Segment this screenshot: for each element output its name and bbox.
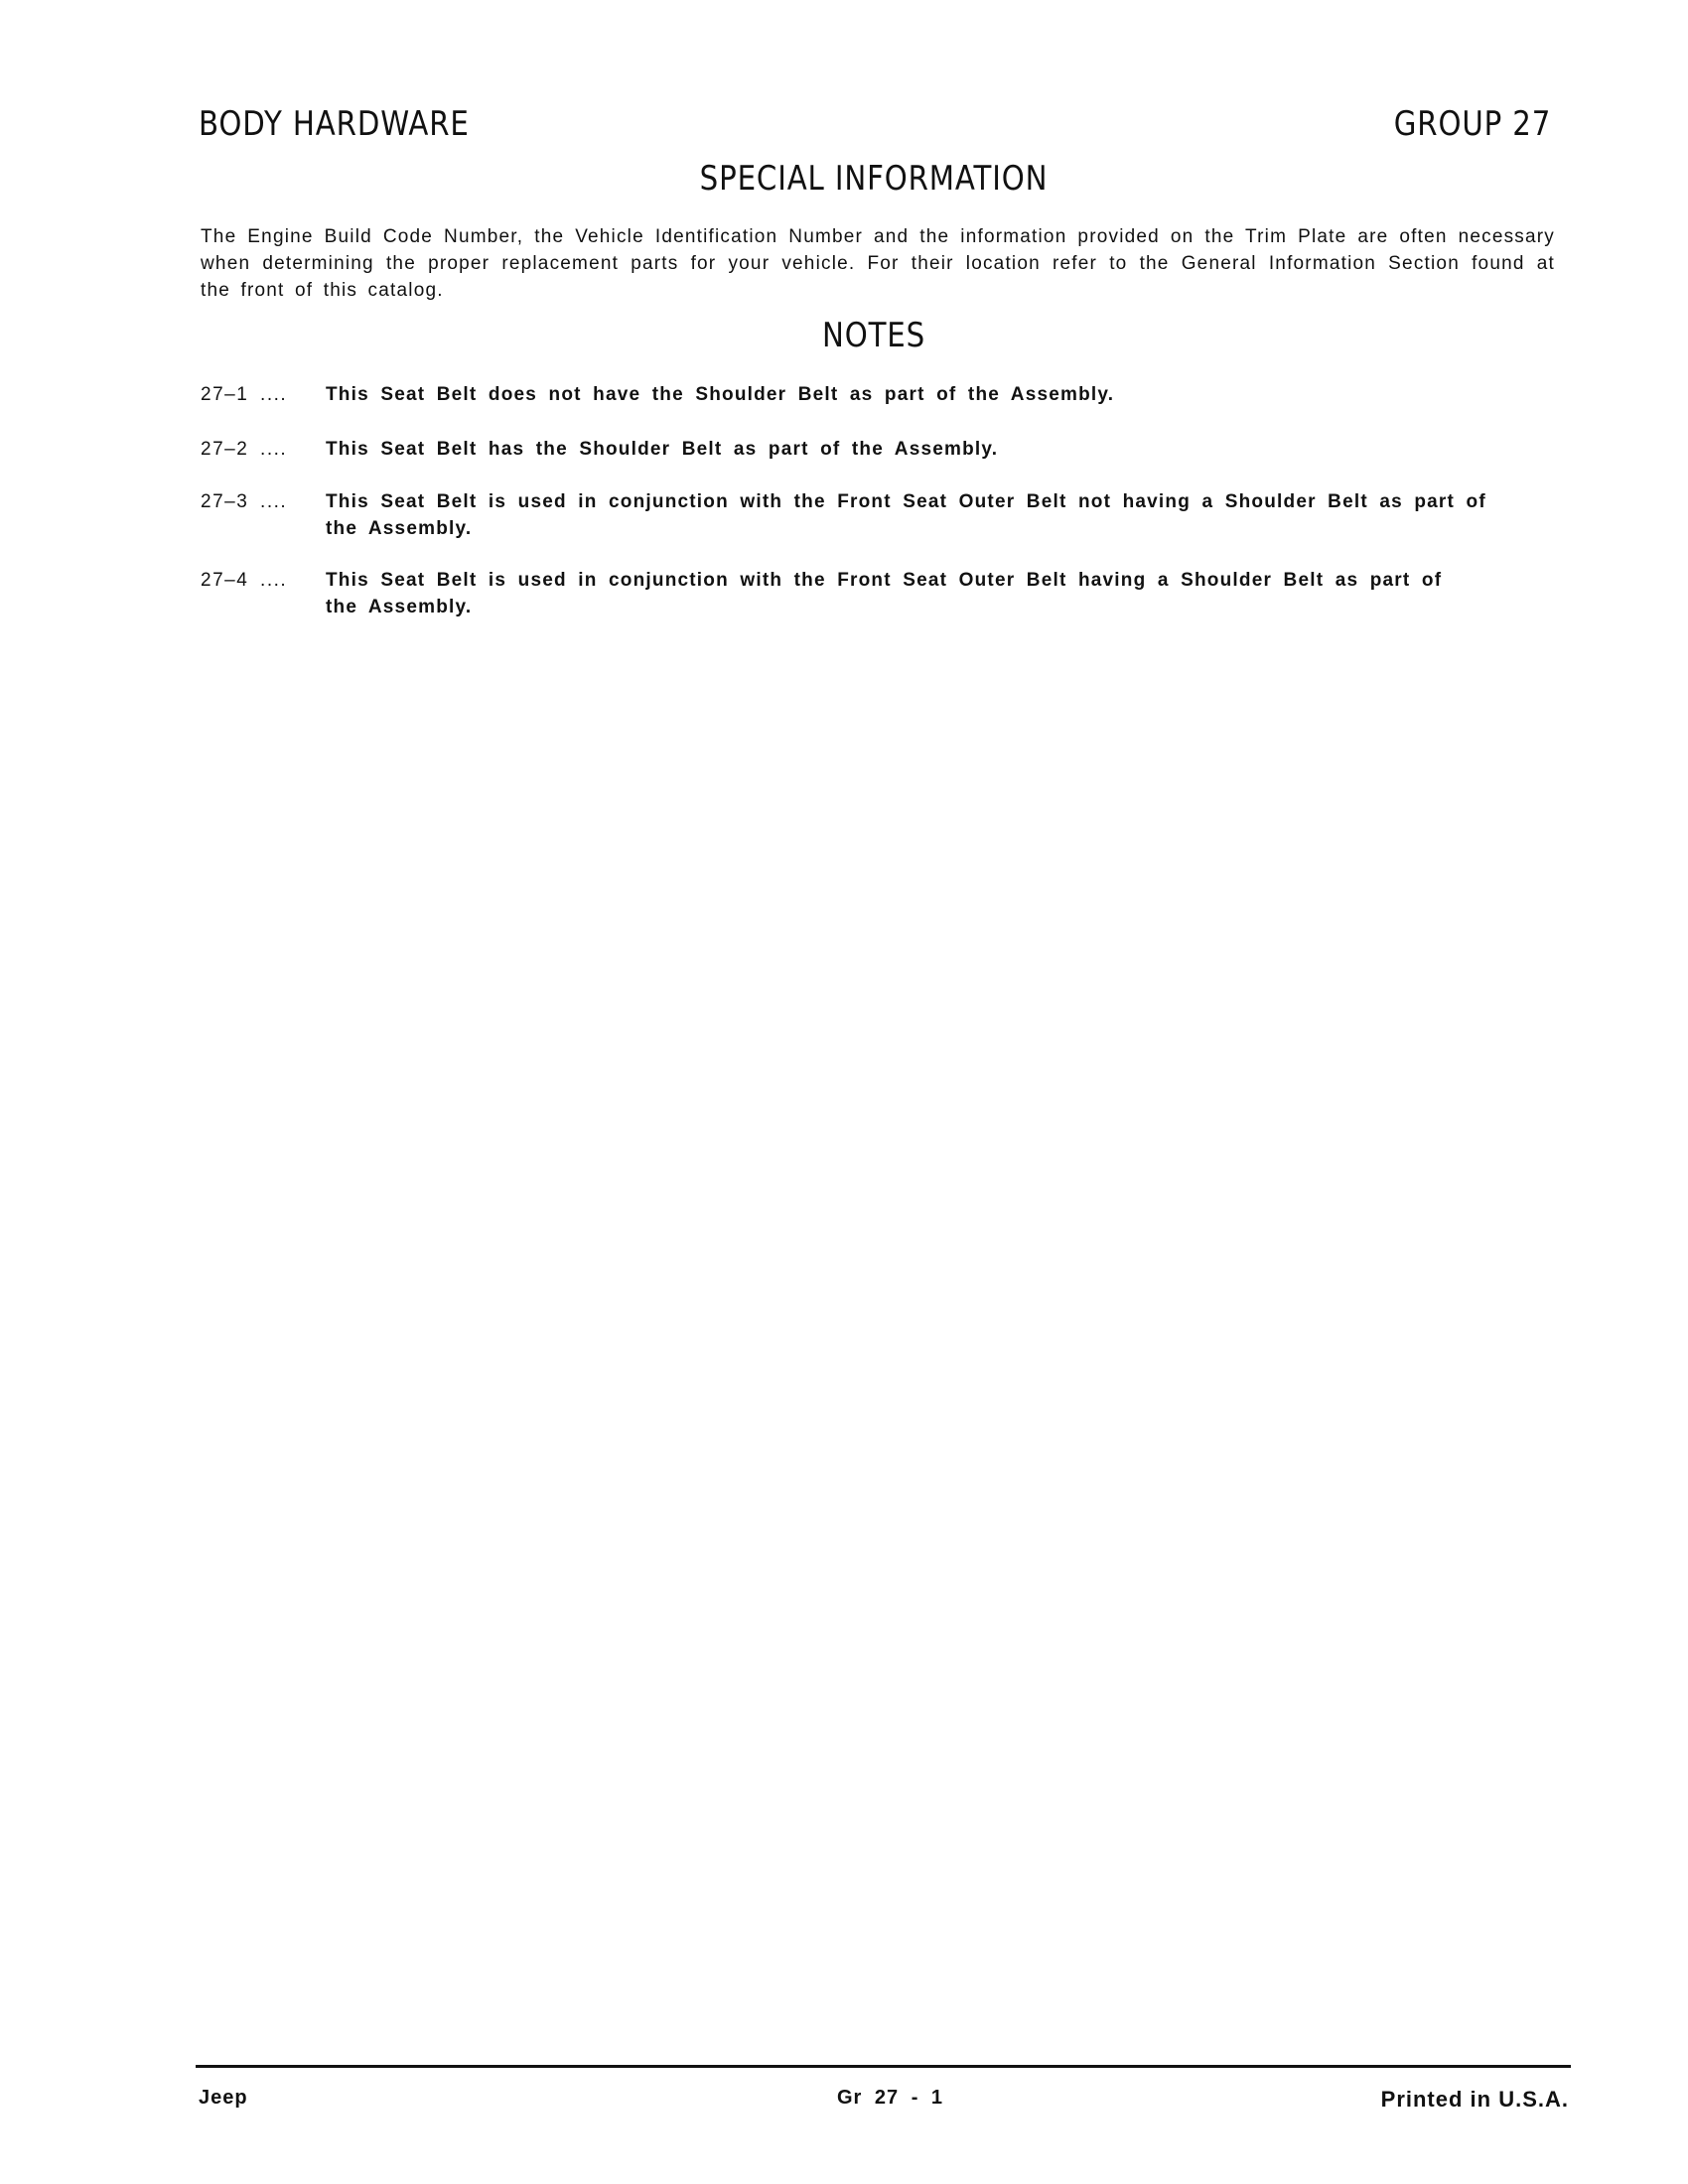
page-number: Gr 27 - 1	[837, 2087, 944, 2109]
note-text: This Seat Belt is used in conjunction with the Front Seat Outer Belt having a Shoulder Belt as part of the Assembly.	[326, 570, 1443, 617]
footer-divider	[196, 2065, 1571, 2068]
print-location: Printed in U.S.A.	[1380, 2087, 1569, 2112]
note-item	[201, 381, 1491, 408]
group-number: GROUP 27	[1393, 104, 1551, 144]
special-information-text: The Engine Build Code Number, the Vehicle Identification Number and the information provided on the Trim Plate are often necessary when determining the proper replacement parts for your vehicle. For their location refer to the General Information Section found at the front of this catalog.	[201, 226, 1555, 301]
note-number: 27–3 ....	[201, 491, 288, 512]
note-text: This Seat Belt does not have the Shoulder Belt as part of the Assembly.	[326, 384, 1115, 405]
special-information-title: SPECIAL INFORMATION	[699, 159, 1049, 199]
note-text: This Seat Belt is used in conjunction with the Front Seat Outer Belt not having a Shoulder Belt as part of the Assembly.	[326, 491, 1486, 539]
note-item	[201, 567, 1477, 620]
note-item	[201, 436, 1491, 463]
section-heading: BODY HARDWARE	[199, 104, 470, 144]
footer-brand: Jeep	[199, 2087, 248, 2109]
notes-title: NOTES	[821, 316, 926, 355]
note-number: 27–2 ....	[201, 439, 288, 460]
note-number: 27–4 ....	[201, 570, 288, 591]
note-number: 27–1 ....	[201, 384, 288, 405]
note-text: This Seat Belt has the Shoulder Belt as part of the Assembly.	[326, 439, 999, 460]
note-item	[201, 488, 1521, 542]
